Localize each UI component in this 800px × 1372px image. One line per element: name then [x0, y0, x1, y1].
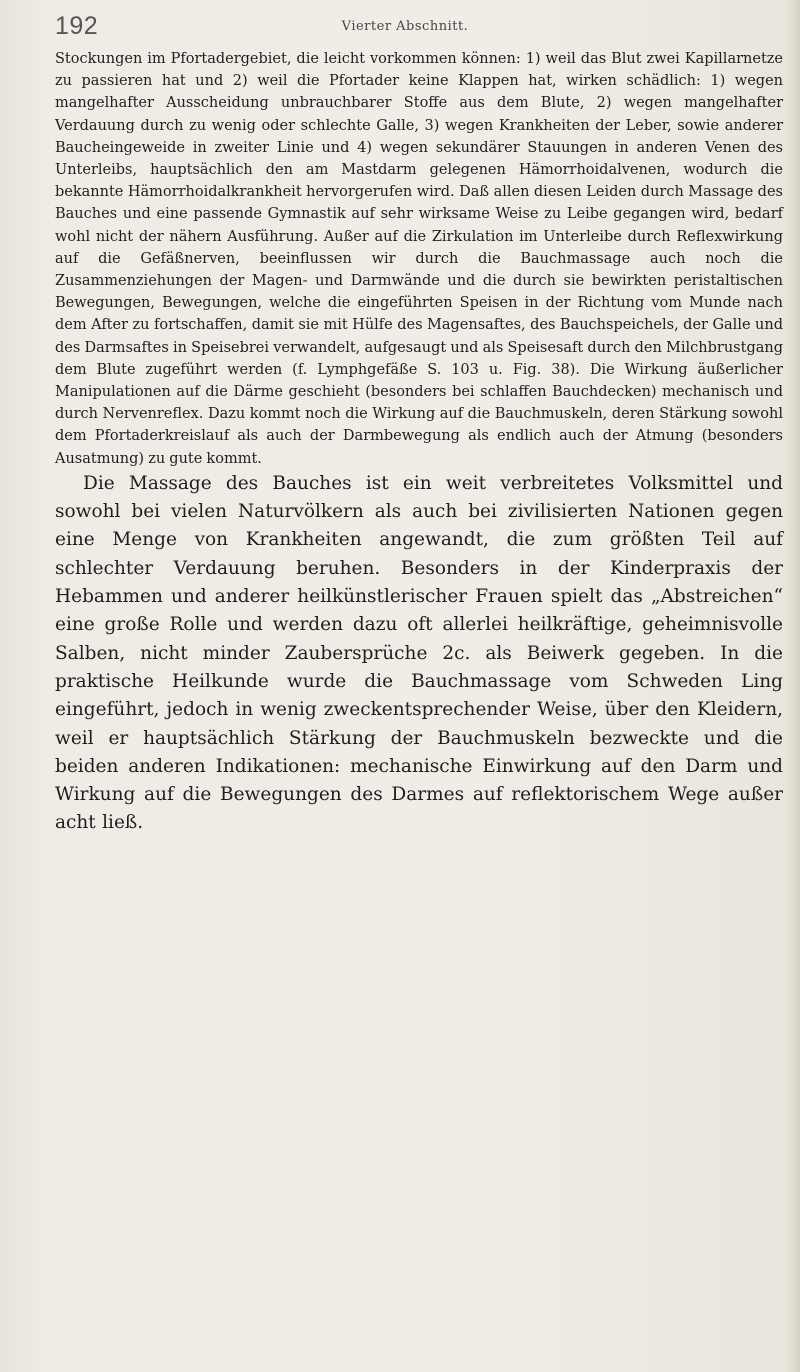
page-number: 192: [55, 12, 99, 40]
page-edge-shadow: [786, 0, 800, 1372]
page-body: [55, 48, 783, 838]
paragraph-small-print: Stockungen im Pfortadergebiet, die leicht vorkommen können: 1) weil das Blut zwei Kapillarnetze zu passieren hat und 2) weil die Pfortader keine Klappen hat, wirken schädlich: 1) wegen mangelhafter Ausscheidung unbrauchbarer Stoffe aus dem Blute, 2) wegen mangelhafter Verdauung durch zu wenig oder schlechte Galle, 3) wegen Krankheiten der Leber, sowie anderer Baucheingeweide in zweiter Linie und 4) wegen sekundärer Stauungen in anderen Venen des Unterleibs, hauptsächlich den am Mastdarm gelegenen Hämorrhoidalvenen, wodurch die bekannte Hämorrhoidalkrankheit hervorgerufen wird. Daß allen diesen Leiden durch Massage des Bauches und eine passende Gymnastik auf sehr wirksame Weise zu Leibe gegangen wird, bedarf wohl nicht der nähern Ausführung. Außer auf die Zirkulation im Unterleibe durch Reflexwirkung auf die Gefäßnerven, beeinflussen wir durch die Bauchmassage auch noch die Zusammenziehungen der Magen- und Darmwände und die durch sie bewirkten peristaltischen Bewegungen, Bewegungen, welche die eingeführten Speisen in der Richtung vom Munde nach dem After zu fortschaffen, damit sie mit Hülfe des Magensaftes, des Bauchspeichels, der Galle und des Darmsaftes in Speisebrei verwandelt, aufgesaugt und als Speisesaft durch den Milchbrustgang dem Blute zugeführt werden (f. Lymphgefäße S. 103 u. Fig. 38). Die Wirkung äußerlicher Manipulationen auf die Därme geschieht (besonders bei schlaffen Bauchdecken) mechanisch und durch Nervenreflex. Dazu kommt noch die Wirkung auf die Bauchmuskeln, deren Stärkung sowohl dem Pfortaderkreislauf als auch der Darmbewegung als endlich auch der Atmung (besonders Ausatmung) zu gute kommt.: [55, 51, 783, 467]
running-head: Vierter Abschnitt.: [341, 19, 469, 34]
paragraph-main-text: Die Massage des Bauches ist ein weit verbreitetes Volksmittel und sowohl bei vielen Naturvölkern als auch bei zivilisierten Nationen gegen eine Menge von Krankheiten angewandt, die zum größten Teil auf schlechter Verdauung beruhen. Besonders in der Kinderpraxis der Hebammen und anderer heilkünstlerischer Frauen spielt das „Abstreichen“ eine große Rolle und werden dazu oft allerlei heilkräftige, geheimnisvolle Salben, nicht minder Zaubersprüche 2c. als Beiwerk gegeben. In die praktische Heilkunde wurde die Bauchmassage vom Schweden Ling eingeführt, jedoch in wenig zweckentsprechender Weise, über den Kleidern, weil er hauptsächlich Stärkung der Bauchmuskeln bezweckte und die beiden anderen Indikationen: mechanische Einwirkung auf den Darm und Wirkung auf die Bewegungen des Darmes auf reflektorischem Wege außer acht ließ.: [55, 472, 783, 834]
page-header: [55, 12, 755, 46]
